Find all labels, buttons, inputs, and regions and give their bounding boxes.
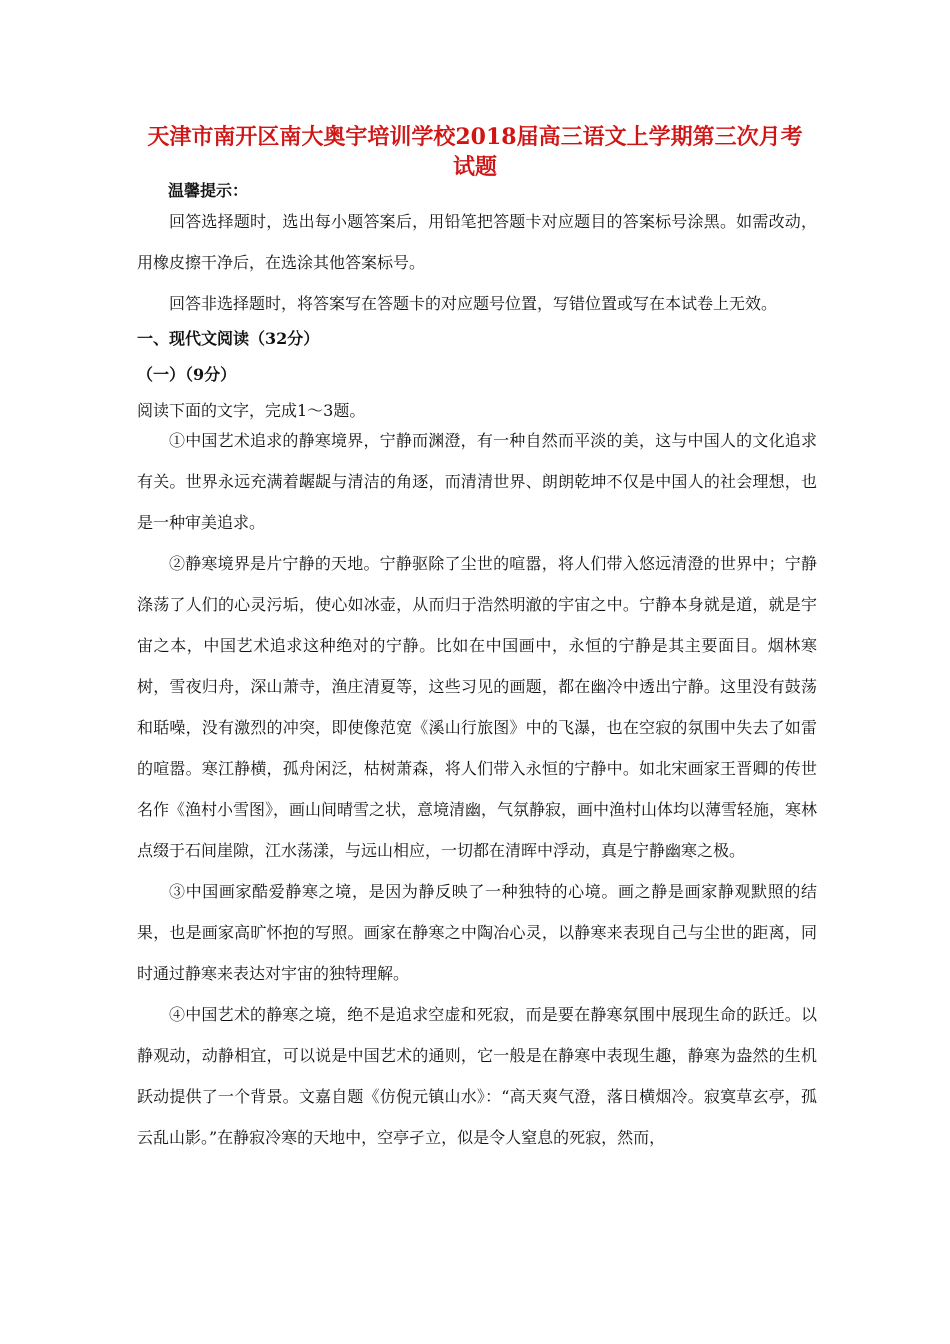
- tips-paragraph-2: 回答非选择题时，将答案写在答题卡的对应题号位置，写错位置或写在本试卷上无效。: [169, 294, 778, 313]
- article-paragraph-1: ①中国艺术追求的静寒境界，宁静而渊澄，有一种自然而平淡的美，这与中国人的文化追求有关。世界永远充满着龌龊与清洁的角逐，而清清世界、朗朗乾坤不仅是中国人的社会理想，也是一种审美追求。: [137, 431, 817, 532]
- subsection-heading: （一）（9分）: [137, 365, 237, 384]
- tips-paragraph-1: 回答选择题时，选出每小题答案后，用铅笔把答题卡对应题目的答案标号涂黑。如需改动，用橡皮擦干净后，在选涂其他答案标号。: [137, 212, 817, 272]
- article-paragraph-3: ③中国画家酷爱静寒之境，是因为静反映了一种独特的心境。画之静是画家静观默照的结果，也是画家高旷怀抱的写照。画家在静寒之中陶冶心灵，以静寒来表现自己与尘世的距离，同时通过静寒来表达对宇宙的独特理解。: [137, 882, 817, 983]
- title-line-1: 天津市南开区南大奥宇培训学校2018届高三语文上学期第三次月考: [147, 124, 803, 150]
- title-line-2: 试题: [452, 154, 497, 180]
- reading-instruction: 阅读下面的文字，完成1～3题。: [137, 401, 366, 420]
- article-paragraph-4: ④中国艺术的静寒之境，绝不是追求空虚和死寂，而是要在静寒氛围中展现生命的跃迁。以静观动，动静相宜，可以说是中国艺术的通则，它一般是在静寒中表现生趣，静寒为盎然的生机跃动提供了一个背景。文嘉自题《仿倪元镇山水》：“高天爽气澄，落日横烟冷。寂寞草玄亭，孤云乱山影。”在静寂冷寒的天地中，空亭孑立，似是令人窒息的死寂，然而，: [137, 1005, 817, 1147]
- article-body: [137, 420, 817, 1158]
- article-paragraph-2: ②静寒境界是片宁静的天地。宁静驱除了尘世的喧嚣，将人们带入悠远清澄的世界中；宁静涤荡了人们的心灵污垢，使心如冰壶，从而归于浩然明澈的宇宙之中。宁静本身就是道，就是宇宙之本，中国艺术追求这种绝对的宁静。比如在中国画中，永恒的宁静是其主要面目。烟林寒树，雪夜归舟，深山萧寺，渔庄清夏等，这些习见的画题，都在幽冷中透出宁静。这里没有鼓荡和聒噪，没有激烈的冲突，即使像范宽《溪山行旅图》中的飞瀑，也在空寂的氛围中失去了如雷的喧嚣。寒江静横，孤舟闲泛，枯树萧森，将人们带入永恒的宁静中。如北宋画家王晋卿的传世名作《渔村小雪图》，画山间晴雪之状，意境清幽，气氛静寂，画中渔村山体均以薄雪轻施，寒林点缀于石间崖隙，江水荡漾，与远山相应，一切都在清晖中浮动，真是宁静幽寒之极。: [137, 554, 818, 860]
- tips-block: [137, 201, 817, 324]
- tips-heading: 温馨提示：: [168, 181, 249, 200]
- section-heading: 一、现代文阅读（32分）: [137, 329, 320, 348]
- document-title: [118, 122, 832, 182]
